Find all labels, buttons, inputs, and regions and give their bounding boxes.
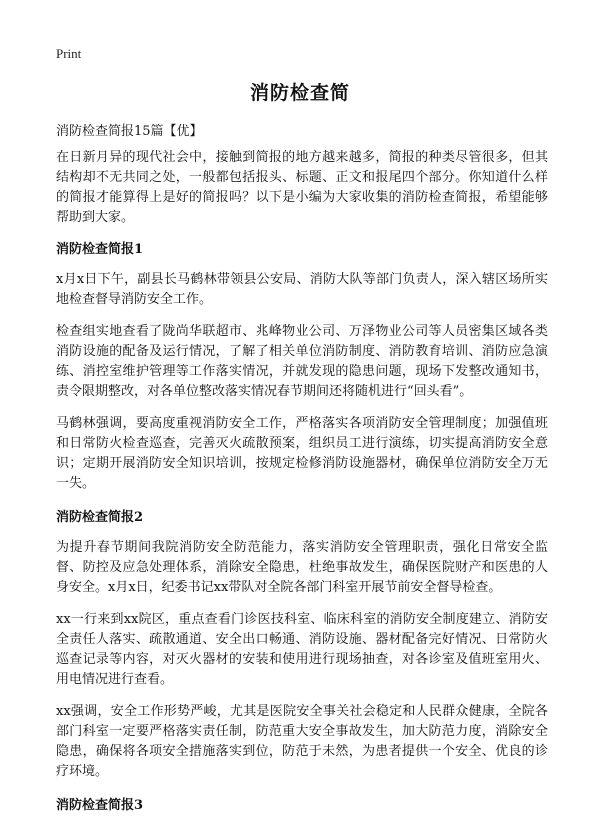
- section-heading-3: 消防检查简报3: [56, 798, 144, 813]
- section-1-paragraph-2: 检查组实地查看了陇尚华联超市、兆峰物业公司、万泽物业公司等人员密集区域各类消防设施的配备及运行情况，了解了相关单位消防制度、消防教育培训、消防应急演练、消控室维护管理等工作落实情况，并就发现的隐患问题，现场下发整改通知书，责令限期整改，对各单位整改落实情况春节期间还将随机进行“回头看”。: [56, 324, 548, 399]
- section-1-paragraph-3: 马鹤林强调，要高度重视消防安全工作，严格落实各项消防安全管理制度；加强值班和日常防火检查巡查，完善灭火疏散预案，组织员工进行演练，切实提高消防安全意识；定期开展消防安全知识培训，按规定检修消防设施器材，确保单位消防安全万无一失。: [56, 416, 548, 491]
- section-2-paragraph-1: 为提升春节期间我院消防安全防范能力，落实消防安全管理职责，强化日常安全监督、防控及应急处理体系，消除安全隐患，杜绝事故发生，确保医院财产和医患的人身安全。x月x日，纪委书记xx带队对全院各部门科室开展节前安全督导检查。: [56, 540, 548, 595]
- document-body: [56, 148, 548, 826]
- section-1-paragraph-1: x月x日下午，副县长马鹤林带领县公安局、消防大队等部门负责人，深入辖区场所实地检查督导消防安全工作。: [56, 272, 548, 307]
- section-2-paragraph-2: xx一行来到xx院区，重点查看门诊医技科室、临床科室的消防安全制度建立、消防安全责任人落实、疏散通道、安全出口畅通、消防设施、器材配备完好情况、日常防火巡查记录等内容，对灭火器材的安装和使用进行现场抽查，对各诊室及值班室用火、用电情况进行查看。: [56, 612, 548, 687]
- print-link[interactable]: Print: [56, 46, 82, 61]
- section-2-paragraph-3: xx强调，安全工作形势严峻，尤其是医院安全事关社会稳定和人民群众健康，全院各部门科室一定要严格落实责任制，防范重大安全事故发生，加大防范力度，消除安全隐患，确保将各项安全措施落实到位，防范于未然，为患者提供一个安全、优良的诊疗环境。: [56, 704, 548, 779]
- section-heading-1: 消防检查简报1: [56, 242, 144, 257]
- page-title: 消防检查简: [249, 82, 350, 104]
- section-heading-2: 消防检查简报2: [56, 510, 144, 525]
- intro-paragraph: 在日新月异的现代社会中，接触到简报的地方越来越多，简报的种类尽管很多，但其结构却不无共同之处，一般都包括报头、标题、正文和报尾四个部分。你知道什么样的简报才能算得上是好的简报吗？以下是小编为大家收集的消防检查简报，希望能够帮助到大家。: [56, 150, 548, 225]
- document-subtitle: 消防检查简报15篇【优】: [56, 124, 203, 139]
